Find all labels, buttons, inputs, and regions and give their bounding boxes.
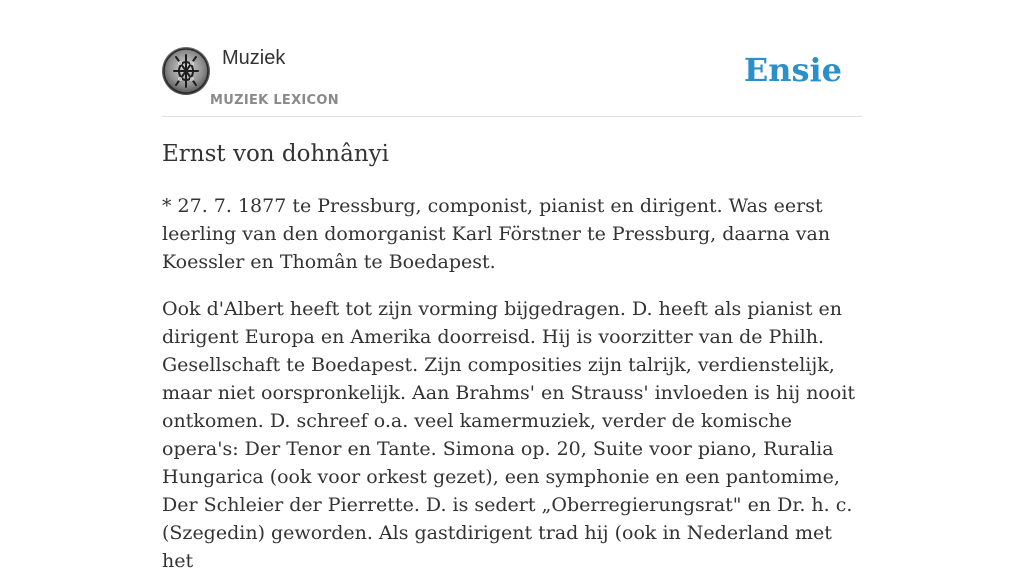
article-paragraph: * 27. 7. 1877 te Pressburg, componist, pianist en dirigent. Was eerst leerling van den domorganist Karl Förstner te Pressburg, daarna van Koessler en Thomân te Boedapest. xyxy=(162,195,831,273)
brand-logo[interactable]: Ensie xyxy=(743,51,842,89)
source-logo-icon[interactable] xyxy=(162,47,210,95)
article-paragraph: Ook d'Albert heeft tot zijn vorming bijgedragen. D. heeft als pianist en dirigent Europa en Amerika doorreisd. Hij is voorzitter van de Philh. Gesellschaft te Boedapest. Zijn composities zijn talrijk, verdienstelijk, maar niet oorspronkelijk. Aan Brahms' en Strauss' invloeden is hij nooit ontkomen. D. schreef o.a. veel kamermuziek, verder de komische opera's: Der Tenor en Tante. Simona op. 20, Suite voor piano, Ruralia Hungarica (ook voor orkest gezet), een symphonie en een pantomime, Der Schleier der Pierrette. D. is sedert „Oberregierungsrat" en Dr. h. c. (Szegedin) geworden. Als gastdirigent trad hij (ook in Nederland met het xyxy=(162,298,856,572)
source-title[interactable]: Muziek xyxy=(222,47,286,69)
entry-title: Ernst von dohnânyi xyxy=(162,141,389,167)
source-header xyxy=(162,40,862,117)
article xyxy=(162,138,864,575)
source-subtitle[interactable]: MUZIEK LEXICON xyxy=(210,93,339,108)
